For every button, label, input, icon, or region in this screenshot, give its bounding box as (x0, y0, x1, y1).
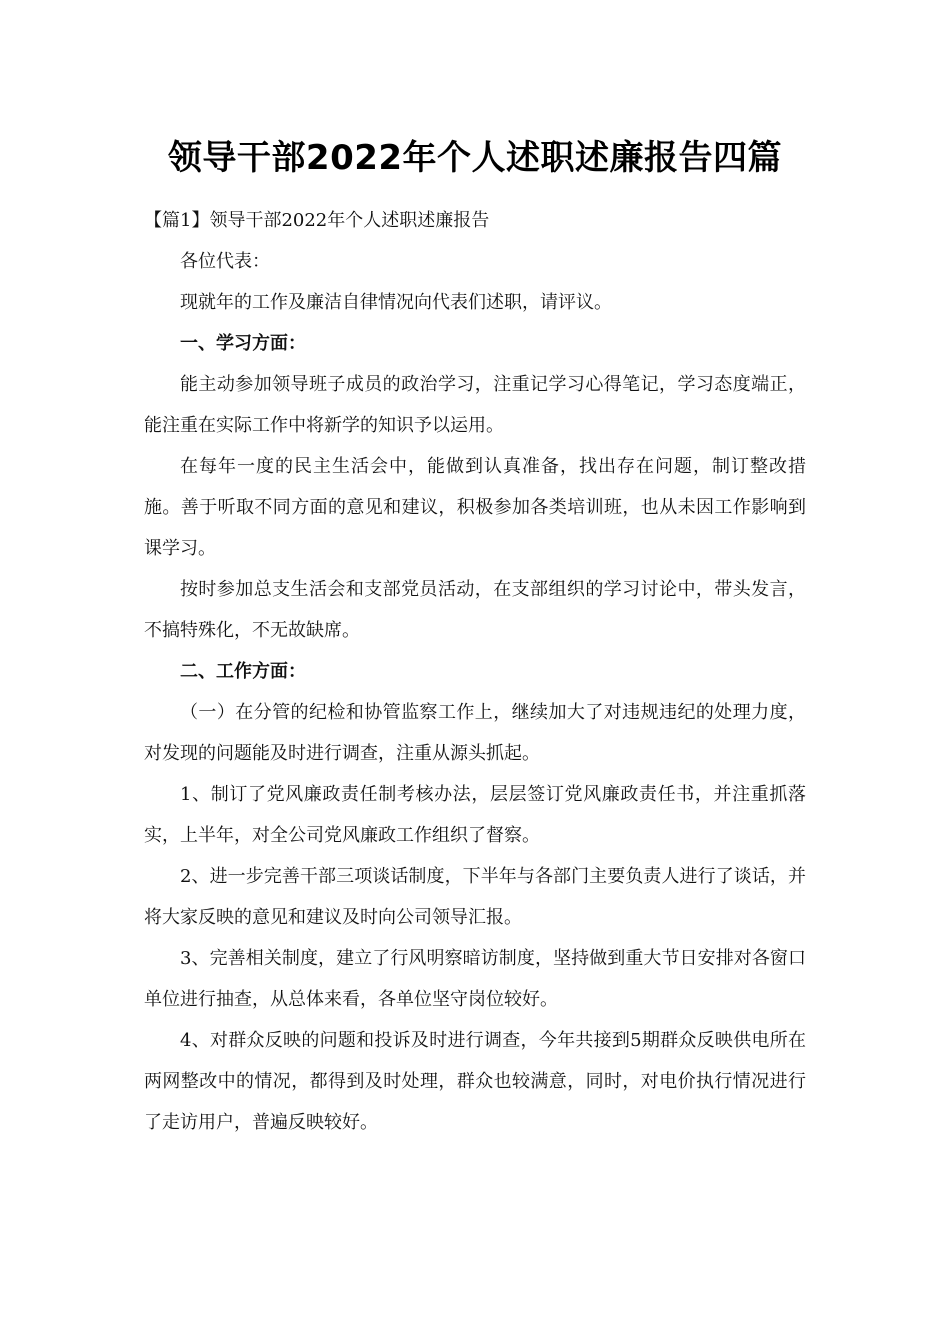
paragraph-study-2: 在每年一度的民主生活会中，能做到认真准备，找出存在问题，制订整改措施。善于听取不同方面的意见和建议，积极参加各类培训班，也从未因工作影响到课学习。 (144, 456, 806, 559)
intro-paragraph: 现就年的工作及廉洁自律情况向代表们述职，请评议。 (180, 292, 612, 313)
paragraph-study-3: 按时参加总支生活会和支部党员活动，在支部组织的学习讨论中，带头发言，不搞特殊化，不无故缺席。 (144, 579, 806, 641)
paragraph-study-1: 能主动参加领导班子成员的政治学习，注重记学习心得笔记，学习态度端正，能注重在实际工作中将新学的知识予以运用。 (144, 374, 806, 436)
section-subtitle: 【篇1】领导干部2022年个人述职述廉报告 (144, 210, 490, 231)
paragraph-work-item-1: 1、制订了党风廉政责任制考核办法，层层签订党风廉政责任书，并注重抓落实，上半年，对全公司党风廉政工作组织了督察。 (144, 784, 806, 846)
heading-work: 二、工作方面： (180, 661, 306, 682)
salutation: 各位代表： (180, 251, 270, 272)
paragraph-work-item-4: 4、对群众反映的问题和投诉及时进行调查，今年共接到5期群众反映供电所在两网整改中的情况，都得到及时处理，群众也较满意，同时，对电价执行情况进行了走访用户，普遍反映较好。 (144, 1030, 806, 1133)
paragraph-work-item-2: 2、进一步完善干部三项谈话制度，下半年与各部门主要负责人进行了谈话，并将大家反映的意见和建议及时向公司领导汇报。 (144, 866, 806, 928)
heading-study: 一、学习方面： (180, 333, 306, 354)
paragraph-work-item-3: 3、完善相关制度，建立了行风明察暗访制度，坚持做到重大节日安排对各窗口单位进行抽查，从总体来看，各单位坚守岗位较好。 (144, 948, 806, 1010)
document-title: 领导干部2022年个人述职述廉报告四篇 (167, 138, 783, 178)
paragraph-work-intro: （一）在分管的纪检和协管监察工作上，继续加大了对违规违纪的处理力度，对发现的问题能及时进行调查，注重从源头抓起。 (144, 702, 806, 764)
document-body (144, 200, 806, 1143)
